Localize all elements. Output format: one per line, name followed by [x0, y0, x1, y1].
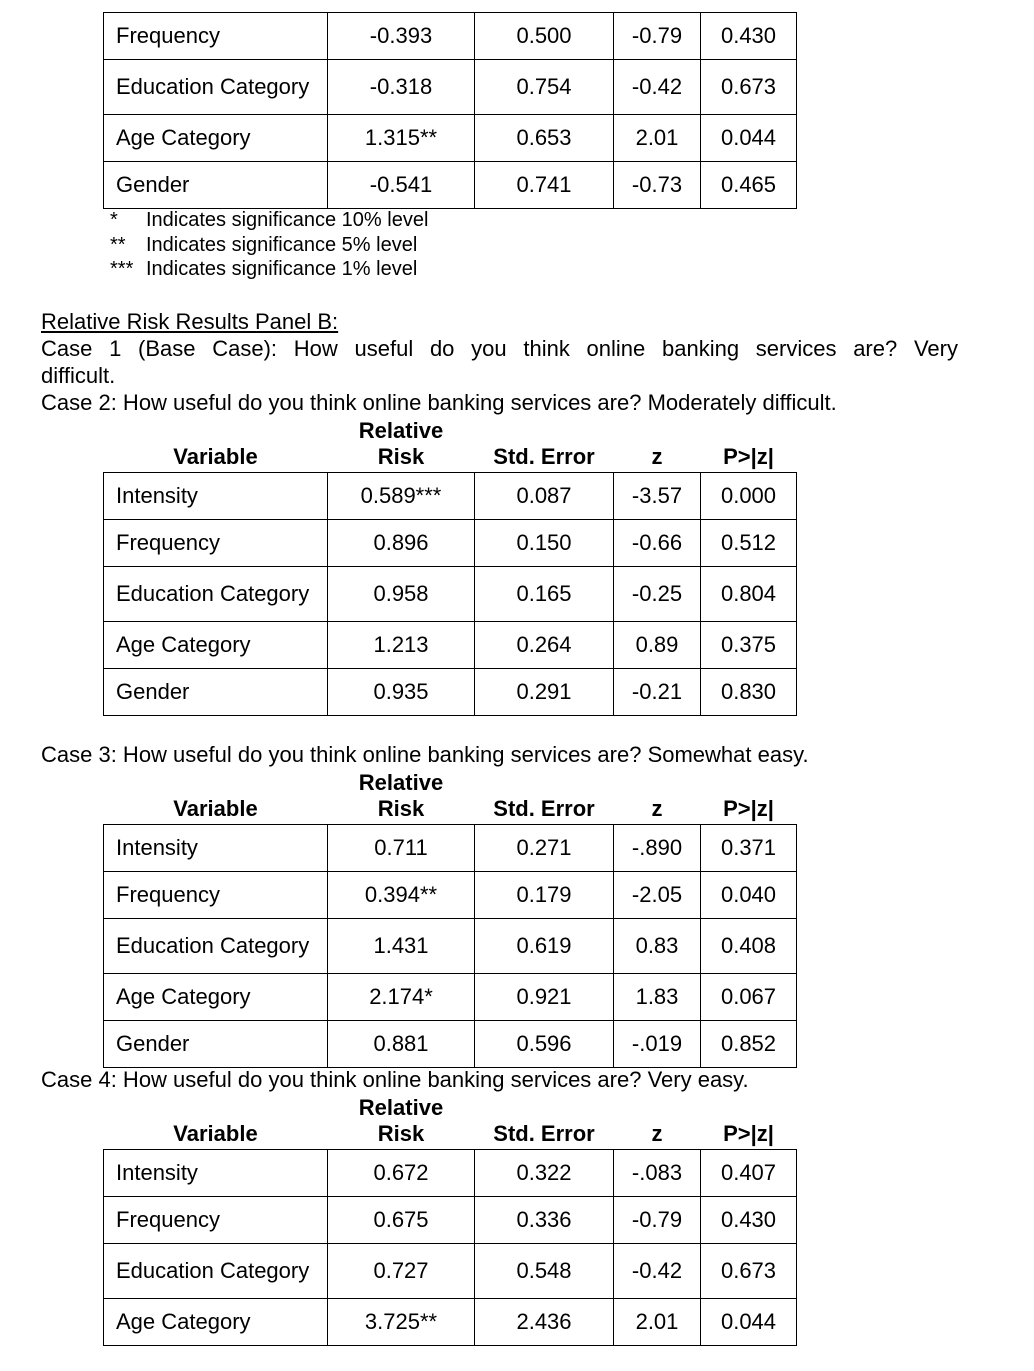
- relative-risk-cell: -0.393: [328, 13, 475, 60]
- note-text: Indicates significance 1% level: [146, 258, 418, 280]
- table-row: [104, 1196, 797, 1243]
- variable-cell: Frequency: [104, 519, 328, 566]
- variable-cell: Intensity: [104, 472, 328, 519]
- variable-cell: Intensity: [104, 1149, 328, 1196]
- table-header-row: [104, 1093, 797, 1149]
- std-error-cell: 0.179: [475, 871, 614, 918]
- p-value-cell: 0.044: [701, 115, 797, 162]
- p-value-cell: 0.852: [701, 1020, 797, 1067]
- case-3-table: [103, 768, 797, 1068]
- case-1-line: [41, 335, 958, 362]
- case-1-word: useful: [354, 336, 414, 361]
- std-error-cell: 0.500: [475, 13, 614, 60]
- panel-a-table: [103, 12, 797, 209]
- header-relative-risk-line2: Risk: [377, 1120, 425, 1146]
- header-relative-risk-line1: Relative: [358, 417, 444, 443]
- case-1-word: Case):: [212, 336, 278, 361]
- table-row: [104, 13, 797, 60]
- z-cell: 2.01: [614, 115, 701, 162]
- case-1-word: online: [586, 336, 646, 361]
- case-1-word: Case: [41, 336, 93, 361]
- case-4-title: Case 4: How useful do you think online banking services are? Very easy.: [41, 1067, 749, 1092]
- z-cell: -0.42: [614, 60, 701, 115]
- variable-cell: Frequency: [104, 1196, 328, 1243]
- panel-b-heading: Relative Risk Results Panel B:: [41, 309, 339, 334]
- case-2-title: Case 2: How useful do you think online banking services are? Moderately difficult.: [41, 390, 837, 415]
- header-variable: Variable: [104, 1093, 328, 1149]
- case-1-description: [41, 335, 958, 389]
- relative-risk-cell: -0.541: [328, 162, 475, 209]
- z-cell: 0.89: [614, 621, 701, 668]
- header-p-value: P>|z|: [701, 768, 797, 824]
- z-cell: -0.79: [614, 1196, 701, 1243]
- variable-cell: Gender: [104, 162, 328, 209]
- header-std-error: Std. Error: [475, 768, 614, 824]
- std-error-cell: 0.264: [475, 621, 614, 668]
- relative-risk-cell: -0.318: [328, 60, 475, 115]
- p-value-cell: 0.430: [701, 13, 797, 60]
- variable-cell: Age Category: [104, 973, 328, 1020]
- p-value-cell: 0.804: [701, 566, 797, 621]
- header-std-error: Std. Error: [475, 1093, 614, 1149]
- case-1-word: 1: [109, 336, 122, 361]
- variable-cell: Intensity: [104, 824, 328, 871]
- std-error-cell: 0.150: [475, 519, 614, 566]
- significance-note: [110, 257, 417, 281]
- table-row: [104, 824, 797, 871]
- relative-risk-cell: 0.727: [328, 1243, 475, 1298]
- z-cell: -0.66: [614, 519, 701, 566]
- case-3-title: Case 3: How useful do you think online banking services are? Somewhat easy.: [41, 742, 809, 767]
- std-error-cell: 0.619: [475, 918, 614, 973]
- header-z: z: [614, 416, 701, 472]
- relative-risk-cell: 1.213: [328, 621, 475, 668]
- case-1-word: (Base: [138, 336, 196, 361]
- std-error-cell: 0.271: [475, 824, 614, 871]
- case-2-table: [103, 416, 797, 716]
- relative-risk-cell: 1.315**: [328, 115, 475, 162]
- case-1-word: do: [429, 336, 455, 361]
- std-error-cell: 0.087: [475, 472, 614, 519]
- z-cell: -0.79: [614, 13, 701, 60]
- std-error-cell: 0.165: [475, 566, 614, 621]
- variable-cell: Age Category: [104, 115, 328, 162]
- case-1-word: think: [523, 336, 570, 361]
- case-1-continuation: difficult.: [41, 363, 116, 388]
- significance-note: [110, 233, 417, 257]
- variable-cell: Gender: [104, 668, 328, 715]
- variable-cell: Gender: [104, 1020, 328, 1067]
- std-error-cell: 0.741: [475, 162, 614, 209]
- relative-risk-cell: 0.935: [328, 668, 475, 715]
- p-value-cell: 0.673: [701, 60, 797, 115]
- table-row: [104, 621, 797, 668]
- p-value-cell: 0.408: [701, 918, 797, 973]
- note-mark: **: [110, 234, 126, 256]
- note-text: Indicates significance 10% level: [146, 209, 429, 231]
- p-value-cell: 0.465: [701, 162, 797, 209]
- std-error-cell: 0.754: [475, 60, 614, 115]
- table-row: [104, 1149, 797, 1196]
- header-std-error: Std. Error: [475, 416, 614, 472]
- case-4-table: [103, 1093, 797, 1346]
- header-relative-risk: [328, 768, 475, 824]
- z-cell: -.890: [614, 824, 701, 871]
- header-variable: Variable: [104, 416, 328, 472]
- variable-cell: Education Category: [104, 918, 328, 973]
- relative-risk-cell: 2.174*: [328, 973, 475, 1020]
- std-error-cell: 0.653: [475, 115, 614, 162]
- case-1-word: How: [293, 336, 338, 361]
- p-value-cell: 0.407: [701, 1149, 797, 1196]
- table-row: [104, 668, 797, 715]
- header-p-value: P>|z|: [701, 416, 797, 472]
- table-row: [104, 1020, 797, 1067]
- variable-cell: Age Category: [104, 1298, 328, 1345]
- note-text: Indicates significance 5% level: [146, 234, 418, 256]
- case-1-word: Very: [913, 336, 958, 361]
- relative-risk-cell: 0.589***: [328, 472, 475, 519]
- p-value-cell: 0.673: [701, 1243, 797, 1298]
- case-1-word: are?: [853, 336, 898, 361]
- z-cell: -0.42: [614, 1243, 701, 1298]
- header-relative-risk-line1: Relative: [358, 1094, 444, 1120]
- variable-cell: Frequency: [104, 13, 328, 60]
- header-z: z: [614, 1093, 701, 1149]
- p-value-cell: 0.000: [701, 472, 797, 519]
- header-variable: Variable: [104, 768, 328, 824]
- z-cell: -0.25: [614, 566, 701, 621]
- relative-risk-cell: 0.896: [328, 519, 475, 566]
- variable-cell: Education Category: [104, 566, 328, 621]
- table-row: [104, 472, 797, 519]
- relative-risk-cell: 3.725**: [328, 1298, 475, 1345]
- z-cell: -3.57: [614, 472, 701, 519]
- table-row: [104, 871, 797, 918]
- case-1-word: you: [471, 336, 507, 361]
- std-error-cell: 0.548: [475, 1243, 614, 1298]
- z-cell: -2.05: [614, 871, 701, 918]
- p-value-cell: 0.830: [701, 668, 797, 715]
- p-value-cell: 0.430: [701, 1196, 797, 1243]
- std-error-cell: 0.291: [475, 668, 614, 715]
- z-cell: -.019: [614, 1020, 701, 1067]
- significance-note: [110, 208, 428, 232]
- p-value-cell: 0.512: [701, 519, 797, 566]
- relative-risk-cell: 1.431: [328, 918, 475, 973]
- relative-risk-cell: 0.672: [328, 1149, 475, 1196]
- header-relative-risk-line1: Relative: [358, 769, 444, 795]
- case-1-word: services: [755, 336, 837, 361]
- variable-cell: Age Category: [104, 621, 328, 668]
- variable-cell: Education Category: [104, 60, 328, 115]
- table-row: [104, 1298, 797, 1345]
- z-cell: 1.83: [614, 973, 701, 1020]
- z-cell: -.083: [614, 1149, 701, 1196]
- z-cell: 0.83: [614, 918, 701, 973]
- note-mark: ***: [110, 258, 134, 280]
- z-cell: -0.73: [614, 162, 701, 209]
- variable-cell: Frequency: [104, 871, 328, 918]
- p-value-cell: 0.044: [701, 1298, 797, 1345]
- table-row: [104, 519, 797, 566]
- header-relative-risk: [328, 1093, 475, 1149]
- std-error-cell: 0.596: [475, 1020, 614, 1067]
- p-value-cell: 0.375: [701, 621, 797, 668]
- case-1-word: banking: [661, 336, 740, 361]
- table-row: [104, 973, 797, 1020]
- relative-risk-cell: 0.711: [328, 824, 475, 871]
- std-error-cell: 2.436: [475, 1298, 614, 1345]
- header-relative-risk: [328, 416, 475, 472]
- relative-risk-cell: 0.958: [328, 566, 475, 621]
- p-value-cell: 0.067: [701, 973, 797, 1020]
- z-cell: 2.01: [614, 1298, 701, 1345]
- table-row: [104, 115, 797, 162]
- table-row: [104, 1243, 797, 1298]
- header-p-value: P>|z|: [701, 1093, 797, 1149]
- table-header-row: [104, 768, 797, 824]
- std-error-cell: 0.322: [475, 1149, 614, 1196]
- note-mark: *: [110, 209, 118, 231]
- std-error-cell: 0.921: [475, 973, 614, 1020]
- header-z: z: [614, 768, 701, 824]
- table-row: [104, 566, 797, 621]
- relative-risk-cell: 0.881: [328, 1020, 475, 1067]
- p-value-cell: 0.371: [701, 824, 797, 871]
- relative-risk-cell: 0.394**: [328, 871, 475, 918]
- table-row: [104, 162, 797, 209]
- std-error-cell: 0.336: [475, 1196, 614, 1243]
- variable-cell: Education Category: [104, 1243, 328, 1298]
- p-value-cell: 0.040: [701, 871, 797, 918]
- header-relative-risk-line2: Risk: [377, 443, 425, 469]
- relative-risk-cell: 0.675: [328, 1196, 475, 1243]
- table-header-row: [104, 416, 797, 472]
- z-cell: -0.21: [614, 668, 701, 715]
- header-relative-risk-line2: Risk: [377, 795, 425, 821]
- table-row: [104, 60, 797, 115]
- table-row: [104, 918, 797, 973]
